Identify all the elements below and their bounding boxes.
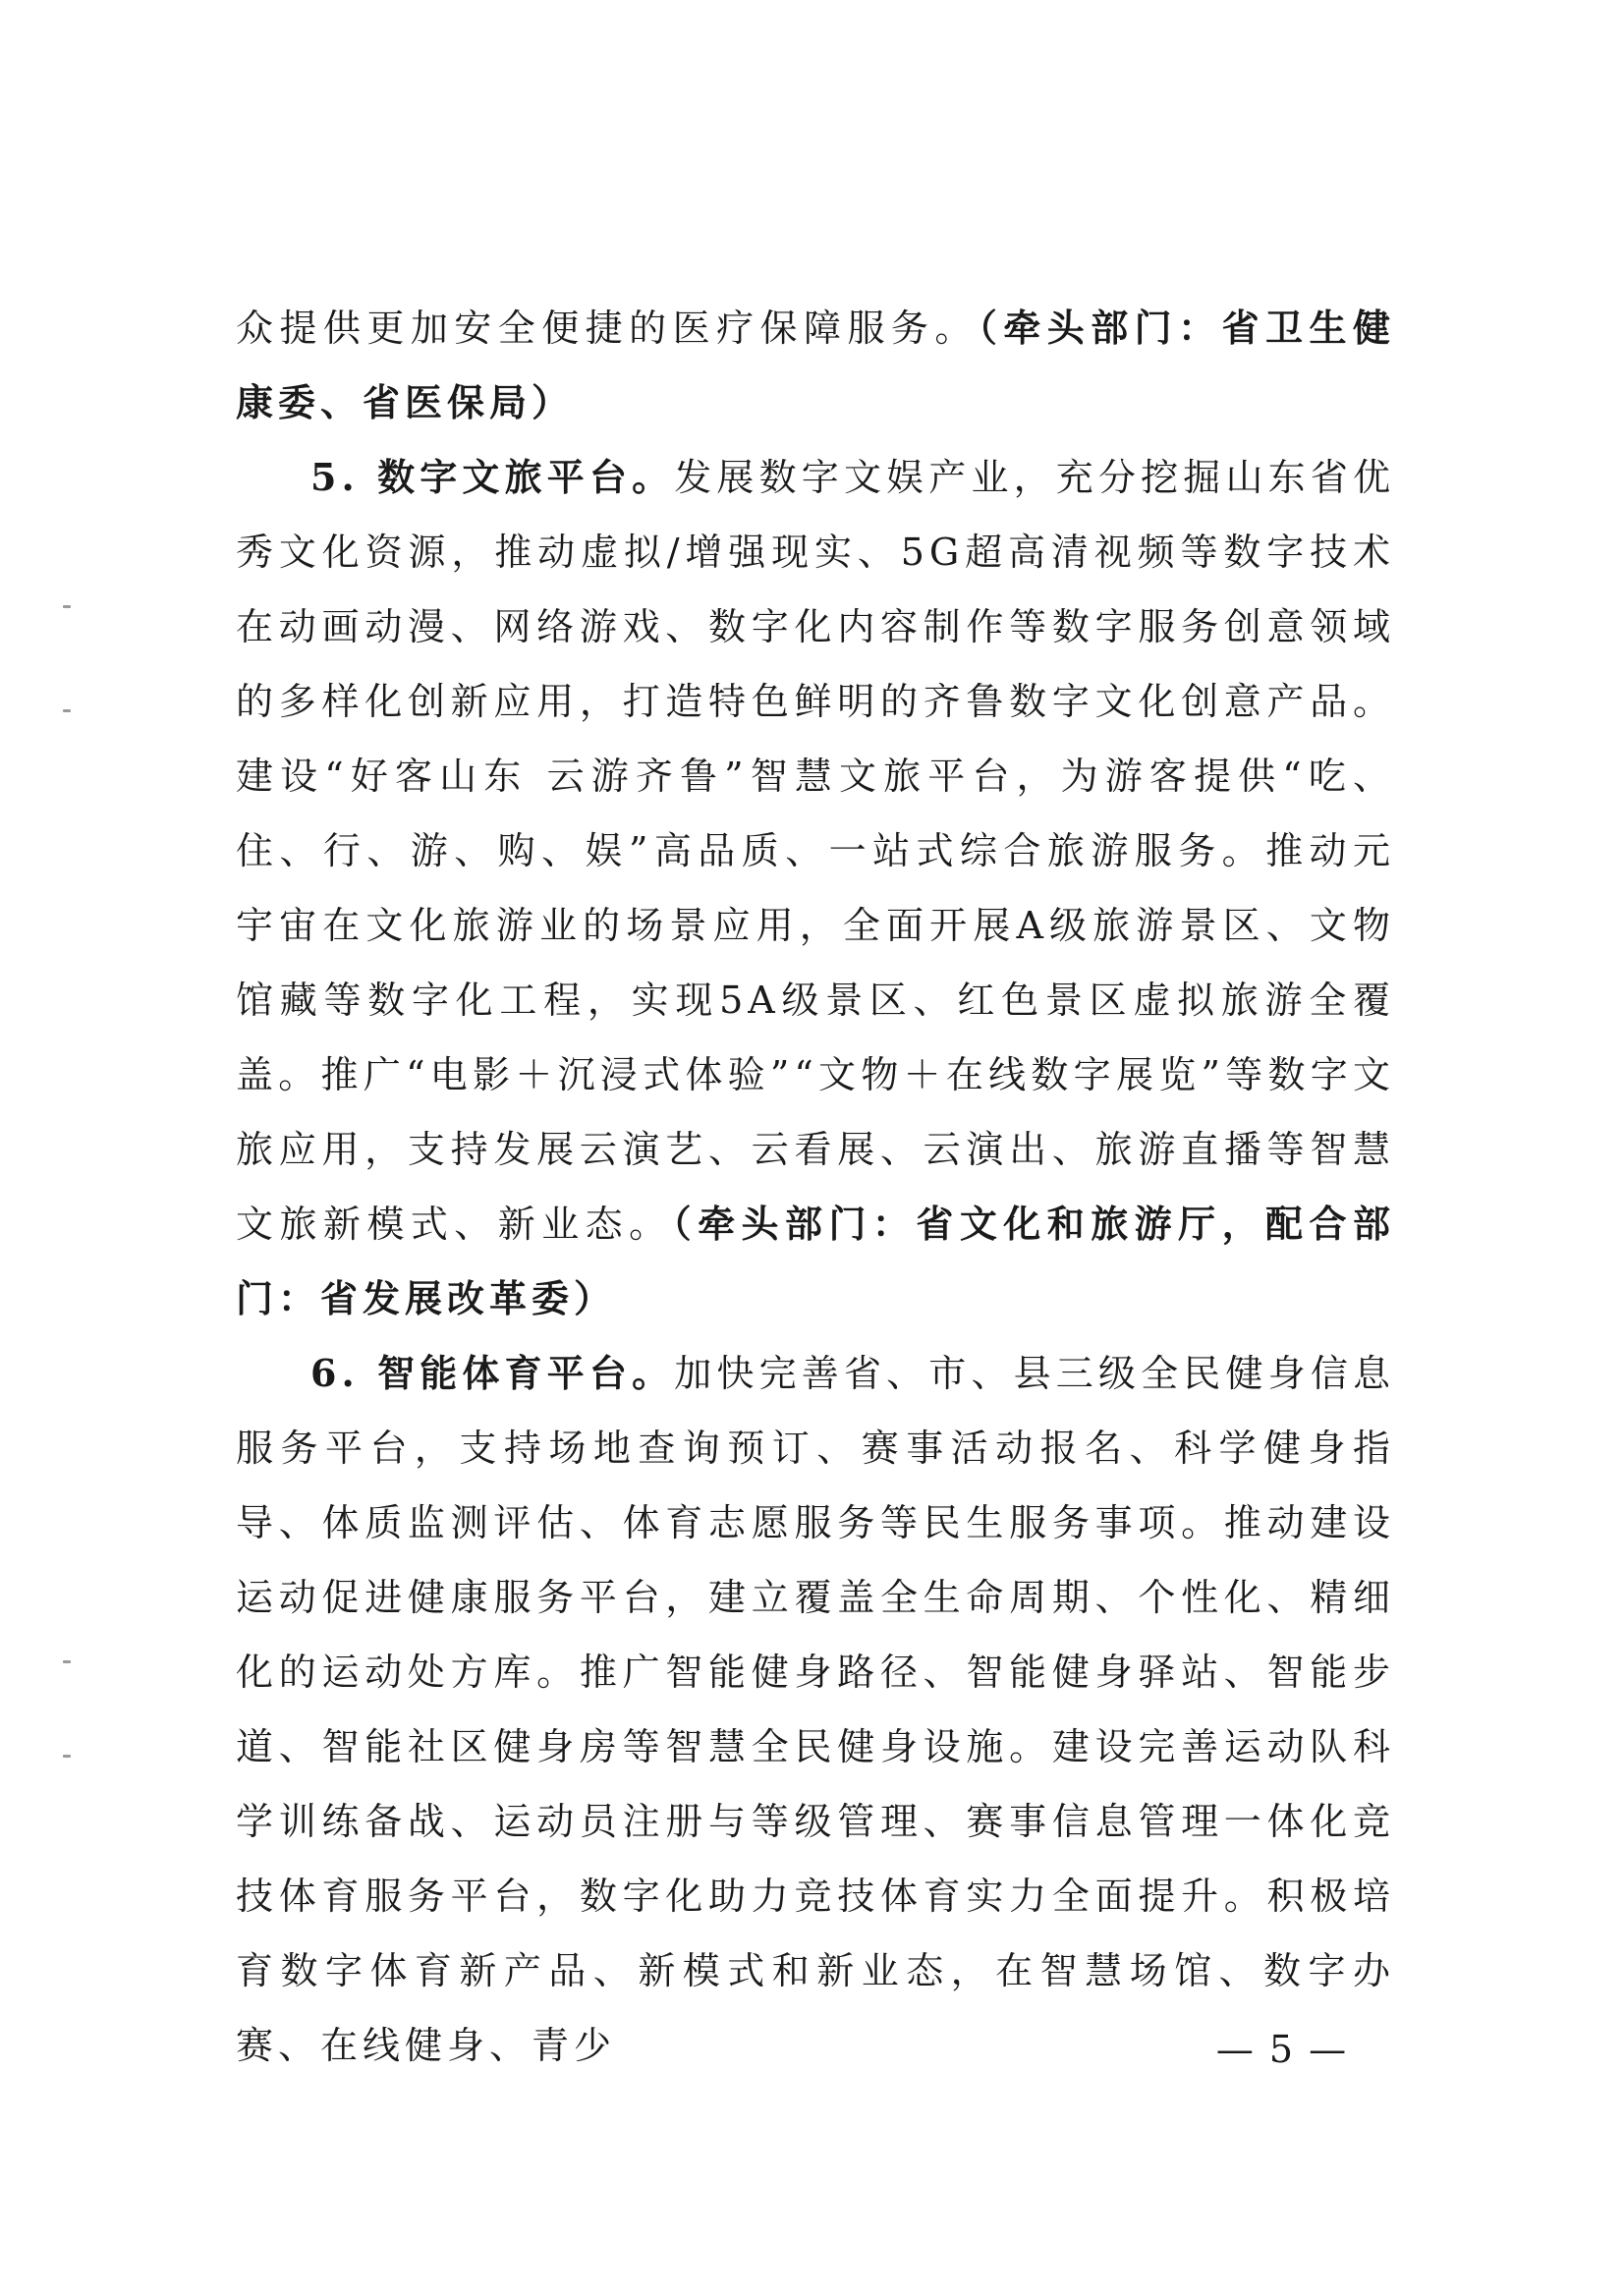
section-heading: 5. 数字文旅平台。 <box>310 455 675 499</box>
document-body <box>236 291 1395 2083</box>
intro-text: 众提供更加安全便捷的医疗保障服务。 <box>236 307 979 350</box>
section-smart-sports <box>236 1336 1395 2083</box>
intro-paragraph <box>236 291 1395 440</box>
intro-lead-department-note: （牵头部门：省卫生健康委、省医保局） <box>236 306 1395 424</box>
section-heading: 6. 智能体育平台。 <box>310 1351 675 1395</box>
section-text: 加快完善省、市、县三级全民健身信息服务平台，支持场地查询预订、赛事活动报名、科学健身指导、体质监测评估、体育志愿服务等民生服务事项。推动建设运动促进健康服务平台，建立覆盖全生命周期、个性化、精细化的运动处方库。推广智能健身路径、智能健身驿站、智能步道、智能社区健身房等智慧全民健身设施。建设完善运动队科学训练备战、运动员注册与等级管理、赛事信息管理一体化竞技体育服务平台，数字化助力竞技体育实力全面提升。积极培育数字体育新产品、新模式和新业态，在智慧场馆、数字办赛、在线健身、青少 <box>236 1352 1395 2067</box>
scan-edge-mark <box>63 1660 71 1663</box>
section-text: 发展数字文娱产业，充分挖掘山东省优秀文化资源，推动虚拟/增强现实、5G超高清视频等数字技术在动画动漫、网络游戏、数字化内容制作等数字服务创意领域的多样化创新应用，打造特色鲜明的齐鲁数字文化创意产品。建设“好客山东 云游齐鲁”智慧文旅平台，为游客提供“吃、住、行、游、购、娱”高品质、一站式综合旅游服务。推动元宇宙在文化旅游业的场景应用，全面开展A级旅游景区、文物馆藏等数字化工程，实现5A级景区、红色景区虚拟旅游全覆盖。推广“电影＋沉浸式体验”“文物＋在线数字展览”等数字文旅应用，支持发展云演艺、云看展、云演出、旅游直播等智慧文旅新模式、新业态。 <box>236 456 1395 1246</box>
scan-edge-mark <box>63 709 71 712</box>
lead-department-note: （牵头部门：省文化和旅游厅，配合部门：省发展改革委） <box>236 1202 1395 1320</box>
section-digital-culture-tourism <box>236 440 1395 1336</box>
scan-edge-mark <box>63 605 71 608</box>
scan-edge-mark <box>63 1755 71 1758</box>
page-number: — 5 — <box>1215 2028 1349 2071</box>
